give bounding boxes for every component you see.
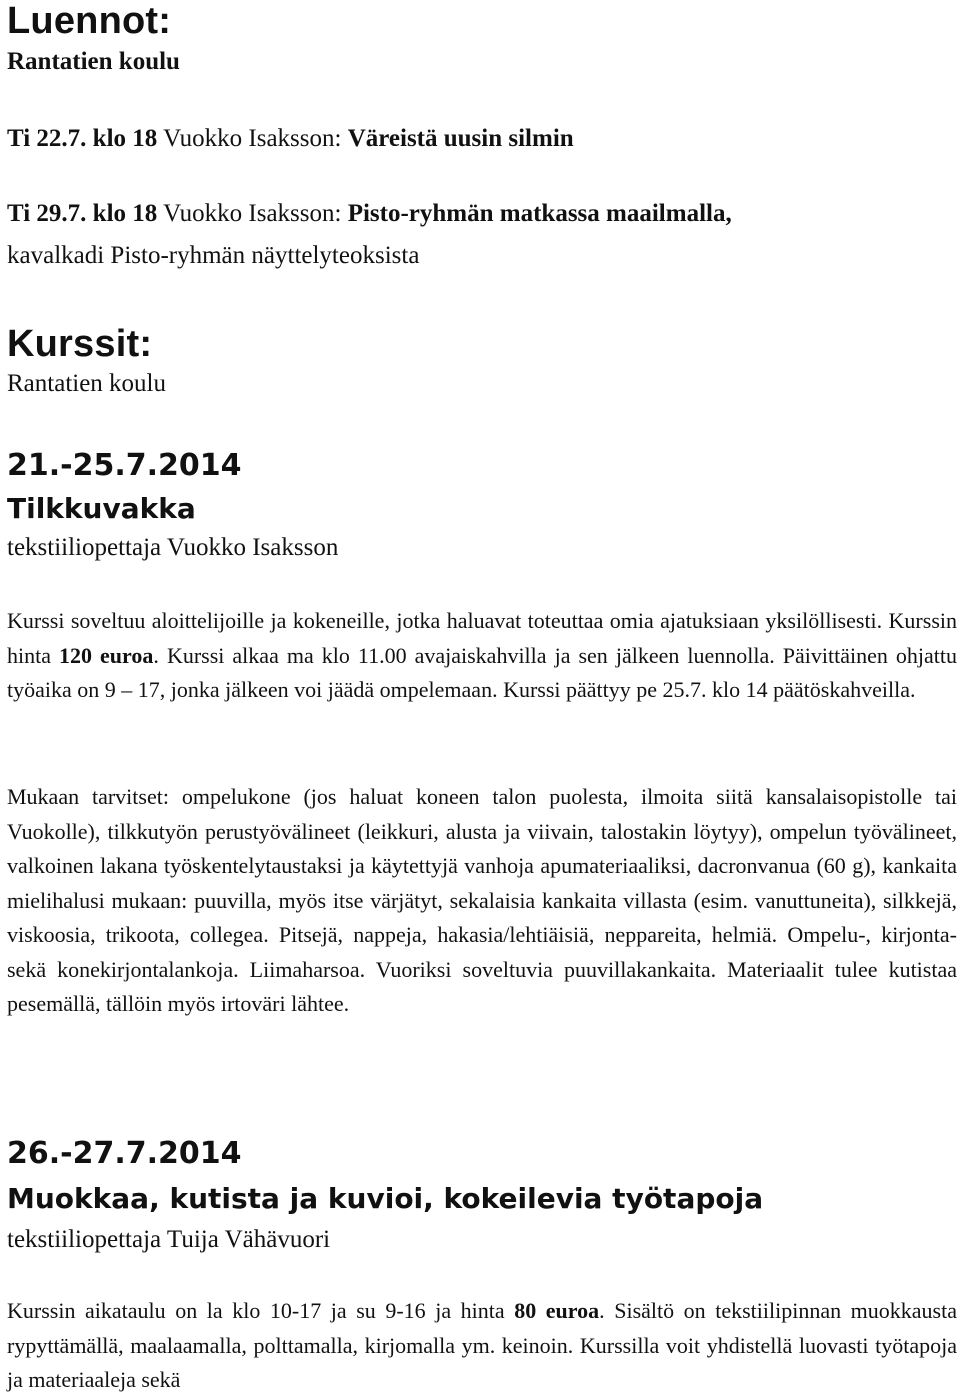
course-date: 26.-27.7.2014 xyxy=(7,1136,242,1171)
lecture-item xyxy=(7,193,957,277)
course-materials: Mukaan tarvitset: ompelukone (jos haluat koneen talon puolesta, ilmoita siitä kansalaisopistolle tai Vuokolle), tilkkutyön perustyövälineet (leikkuri, alusta ja viivain, talostakin löytyy), ompelun työvälineet, valkoinen lakana työskentelytaustaksi ja käytettyjä vanhoja apumateriaaliksi, dacronvanua (60 g), kankaita mielihalusi mukaan: puuvilla, myös itse värjätyt, sekalaisia kankaita villasta (esim. vanuttuneita), silkkejä, viskoosia, trikoota, collegea. Pitsejä, nappeja, hakasia/lehtiäisiä, neppareita, helmiä. Ompelu-, kirjonta- sekä konekirjontalankoja. Liimaharsoa. Vuoriksi soveltuvia puuvillakankaita. Materiaalit tulee kutistaa pesemällä, tällöin myös irtoväri lähtee. xyxy=(7,784,957,1016)
description-text: Kurssin aikataulu on la klo 10-17 ja su 9-16 ja hinta xyxy=(7,1298,515,1323)
course-description xyxy=(7,604,957,708)
lecture-when: Ti 29.7. klo 18 xyxy=(7,200,158,227)
course-teacher: tekstiiliopettaja Tuija Vähävuori xyxy=(7,1226,331,1253)
course-title: Muokkaa, kutista ja kuvioi, kokeilevia työtapoja xyxy=(7,1182,764,1215)
course-teacher: tekstiiliopettaja Vuokko Isaksson xyxy=(7,534,339,561)
description-text: . Kurssi alkaa ma klo 11.00 avajaiskahvilla ja sen jälkeen luennolla. Päivittäinen ohjattu työaika on 9 – 17, jonka jälkeen voi jäädä ompelemaan. Kurssi päättyy pe 25.7. klo 14 päätöskahveilla. xyxy=(7,642,957,702)
lecture-when: Ti 22.7. klo 18 xyxy=(7,125,158,152)
course-price: 80 euroa xyxy=(514,1298,600,1323)
description-text: Kurssi soveltuu aloittelijoille ja kokeneille, jotka haluavat toteuttaa omia ajatuksiaan yksilöllisesti. Kurssin hinta xyxy=(7,608,957,668)
lecture-title: Väreistä uusin silmin xyxy=(347,125,574,152)
course-price: 120 euroa xyxy=(59,642,154,668)
lecture-item xyxy=(7,118,957,160)
course-date: 21.-25.7.2014 xyxy=(7,448,242,483)
lectures-location: Rantatien koulu xyxy=(7,48,180,75)
courses-heading: Kurssit: xyxy=(7,323,153,365)
lecture-speaker: Vuokko Isaksson: xyxy=(163,125,342,152)
lecture-title-line2: kavalkadi Pisto-ryhmän näyttelyteoksista xyxy=(7,242,420,269)
description-text: . Sisältö on tekstiilipinnan muokkausta rypyttämällä, maalaamalla, polttamalla, kirjomalla ym. keinoin. Kurssilla voit yhdistellä luovasti työtapoja ja materiaaleja sekä xyxy=(7,1298,957,1392)
courses-location: Rantatien koulu xyxy=(7,370,166,397)
course-title: Tilkkuvakka xyxy=(7,492,196,525)
lecture-speaker: Vuokko Isaksson: xyxy=(163,200,342,227)
lectures-heading: Luennot: xyxy=(7,0,172,42)
lecture-title: Pisto-ryhmän matkassa maailmalla, xyxy=(347,200,732,227)
course-description xyxy=(7,1294,957,1398)
